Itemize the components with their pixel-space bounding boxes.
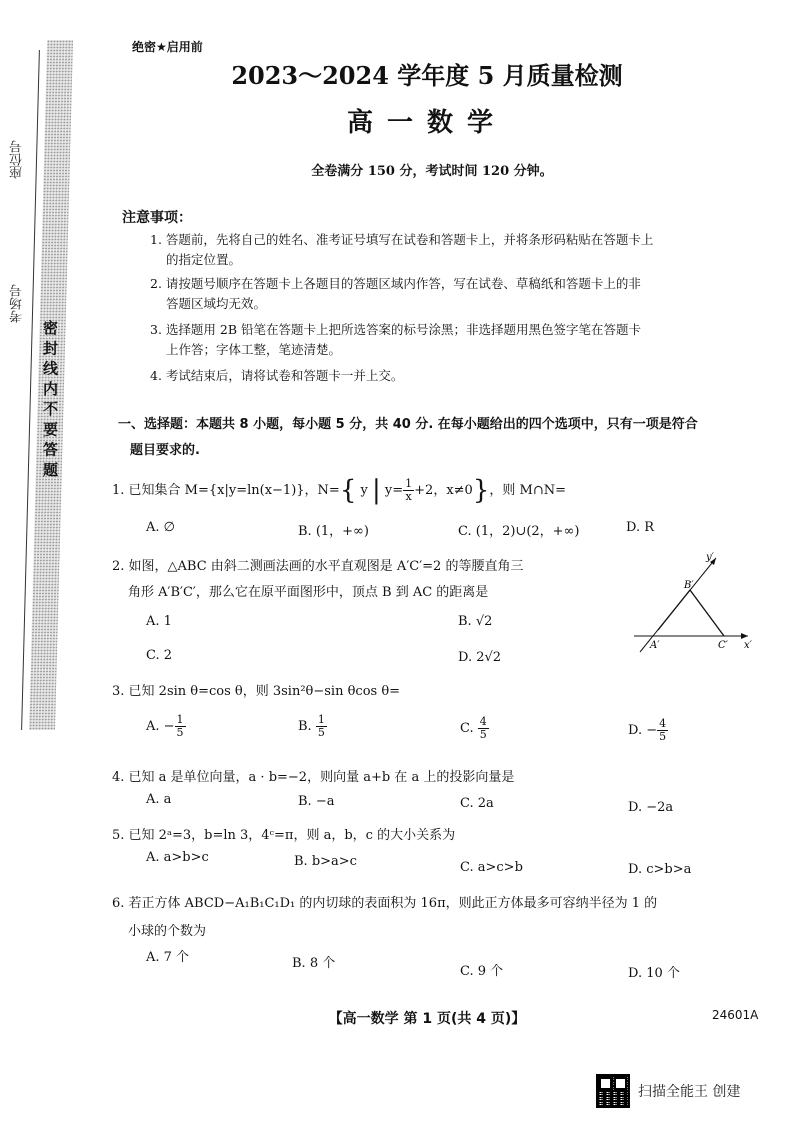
question-6: 6. 若正方体 ABCD−A₁B₁C₁D₁ 的内切球的表面积为 16π，则此正方体最多可容纳半径为 1 的 小球的个数为 — [112, 896, 658, 939]
exam-title: 2023～2024 学年度 5 月质量检测 — [231, 61, 623, 90]
q5-option-b: B. b>a>c — [294, 854, 357, 869]
qr-code-icon — [596, 1074, 630, 1108]
q5-option-d: D. c>b>a — [628, 862, 692, 877]
q3-option-a: A. − $\frac{1}{5}$ — [146, 713, 184, 739]
q4-option-b: B. −a — [298, 794, 335, 809]
exam-meta: 全卷满分 150 分，考试时间 120 分钟。 — [311, 164, 553, 179]
section-heading: 一、选择题：本题共 8 小题，每小题 5 分，共 40 分. 在每小题给出的四个选项中，只有一项是符合 题目要求的. — [118, 417, 698, 458]
q5-option-c: C. a>c>b — [460, 860, 523, 875]
exam-room-label: 考场号 — [10, 284, 25, 323]
exam-code: 24601A — [712, 1008, 759, 1022]
q2-option-d: D. 2√2 — [458, 650, 502, 665]
seat-number-label: 座位号 — [10, 140, 25, 179]
q1-option-c: C. (1，2)∪(2，+∞) — [458, 524, 580, 539]
note-item: 3. 选择题用 2B 铅笔在答题卡上把所选答案的标号涂黑；非选择题用黑色签字笔在答题卡 上作答；字体工整，笔迹清楚。 — [150, 322, 641, 357]
q1-option-a: A. ∅ — [146, 520, 175, 535]
q2-option-c: C. 2 — [146, 648, 173, 663]
q4-option-a: A. a — [146, 792, 172, 807]
point-c-label: C′ — [718, 640, 728, 651]
question-2: 2. 如图，△ABC 由斜二测画法画的水平直观图是 A′C′=2 的等腰直角三 角形 A′B′C′，那么它在原平面图形中，顶点 B 到 AC 的距离是 — [112, 559, 524, 600]
q1-option-b: B. (1，+∞) — [298, 524, 369, 539]
x-axis-arrow — [741, 633, 748, 639]
point-b-label: B′ — [684, 580, 694, 591]
q6-option-c: C. 9 个 — [460, 964, 504, 979]
question-3: 3. 已知 2sin θ=cos θ，则 3sin²θ−sin θcos θ= — [112, 684, 401, 699]
q4-option-c: C. 2a — [460, 796, 494, 811]
q1-option-d: D. R — [626, 520, 655, 535]
note-item: 1. 答题前，先将自己的姓名、准考证号填写在试卷和答题卡上，并将条形码粘贴在答题卡上 的指定位置。 — [150, 232, 654, 267]
notes-heading: 注意事项： — [122, 210, 192, 226]
note-item: 4. 考试结束后，请将试卷和答题卡一并上交。 — [150, 368, 404, 383]
confidential-mark: 绝密★启用前 — [132, 40, 203, 54]
oblique-triangle-figure — [624, 548, 754, 658]
q3-option-c: C. $\frac{4}{5}$ — [460, 715, 487, 741]
segment-a-b — [658, 590, 690, 630]
q2-option-b: B. √2 — [458, 614, 493, 629]
q3-option-d: D. − $\frac{4}{5}$ — [628, 717, 667, 743]
y-axis-label: y′ — [706, 552, 714, 563]
note-item: 2. 请按题号顺序在答题卡上各题目的答题区域内作答，写在试卷、草稿纸和答题卡上的非 答题区域均无效。 — [150, 276, 641, 311]
segment-b-c — [690, 590, 724, 636]
page-footer: 【高一数学 第 1 页(共 4 页)】 — [328, 1011, 526, 1027]
q6-option-a: A. 7 个 — [146, 950, 190, 965]
scanner-watermark — [596, 1074, 740, 1108]
q6-option-d: D. 10 个 — [628, 966, 680, 981]
point-a-label: A′ — [650, 640, 660, 651]
scanner-text: 扫描全能王 创建 — [638, 1084, 741, 1100]
subject-title: 高一数学 — [346, 108, 507, 138]
question-5: 5. 已知 2ᵃ=3，b=ln 3，4ᶜ=π，则 a，b，c 的大小关系为 — [112, 828, 456, 843]
q5-option-a: A. a>b>c — [146, 850, 209, 865]
q2-option-a: A. 1 — [146, 614, 172, 629]
q4-option-d: D. −2a — [628, 800, 674, 815]
q6-option-b: B. 8 个 — [292, 956, 336, 971]
question-4: 4. 已知 a 是单位向量，a · b=−2，则向量 a+b 在 a 上的投影向量是 — [112, 770, 515, 785]
seal-text: 密 封 线 内 不 要 答 题 — [41, 320, 59, 477]
q3-option-b: B. $\frac{1}{5}$ — [298, 713, 325, 739]
x-axis-label: x′ — [744, 640, 752, 651]
question-1: 1. 已知集合 M={x|y=ln(x−1)}，N={ y | y= $\frac{1}{x}$ +2，x≠0}，则 M∩N= — [112, 475, 566, 506]
